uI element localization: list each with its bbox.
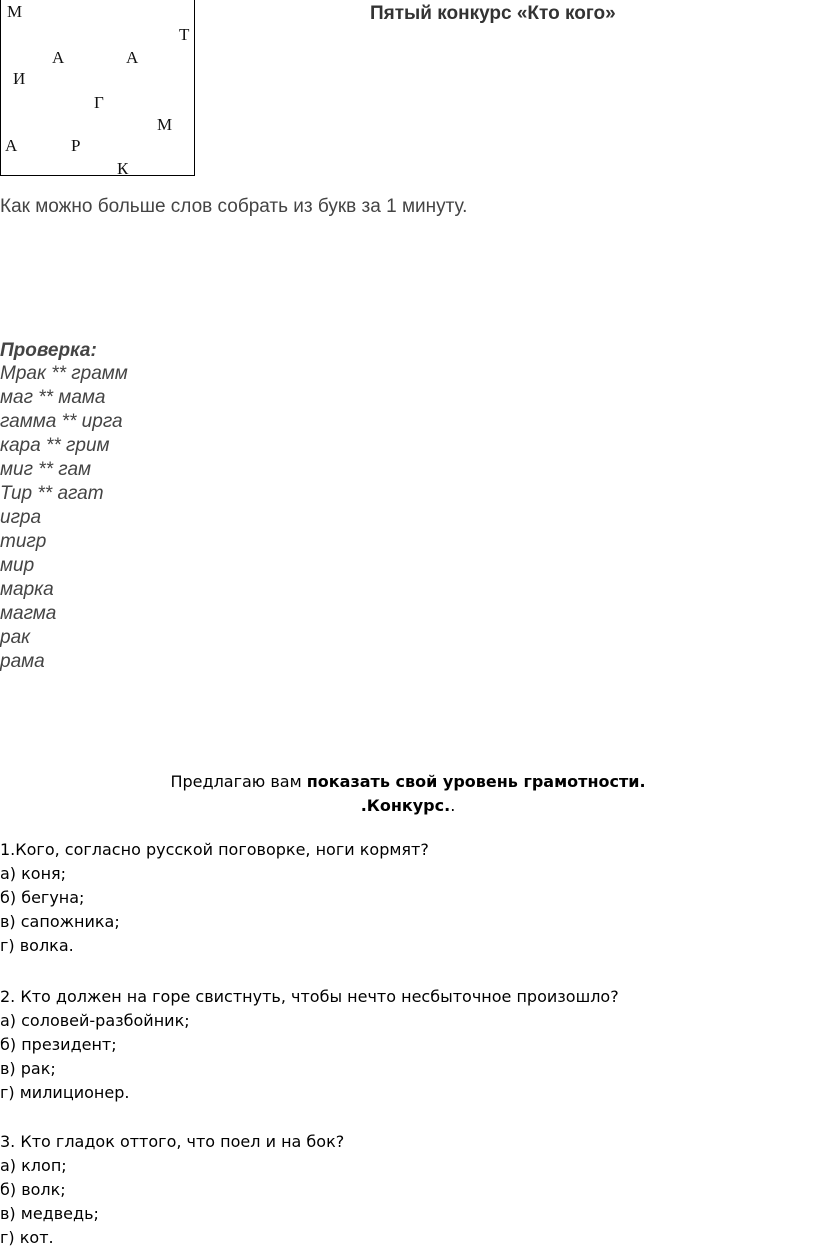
answer-option: б) президент; xyxy=(0,1035,117,1054)
check-line: марка xyxy=(0,579,54,600)
check-line: рама xyxy=(0,651,45,672)
answer-option: в) сапожника; xyxy=(0,912,120,931)
letter: Т xyxy=(179,25,190,44)
letter: Р xyxy=(71,136,81,155)
check-line: Тир ** агат xyxy=(0,483,104,504)
section2-intro-plain: Предлагаю вам xyxy=(170,772,307,791)
question-block xyxy=(0,838,429,958)
letter: А xyxy=(52,48,65,67)
check-line: игра xyxy=(0,507,42,528)
answer-option: б) бегуна; xyxy=(0,888,85,907)
answer-option: б) волк; xyxy=(0,1180,66,1199)
section2-intro-bold: показать свой уровень грамотности. xyxy=(306,772,646,791)
letter: А xyxy=(126,48,139,67)
question-block xyxy=(0,985,619,1105)
letters-box xyxy=(0,0,195,176)
answer-option: в) медведь; xyxy=(0,1204,99,1223)
letter: М xyxy=(7,2,23,21)
check-line: маг ** мама xyxy=(0,387,106,408)
check-line: миг ** гам xyxy=(0,459,92,480)
question-text: 3. Кто гладок оттого, что поел и на бок? xyxy=(0,1132,345,1151)
letter: А xyxy=(5,136,18,155)
answer-option: в) рак; xyxy=(0,1059,56,1078)
check-line: рак xyxy=(0,627,31,648)
check-line: мир xyxy=(0,555,35,576)
letter: М xyxy=(157,115,173,134)
letter: И xyxy=(13,69,26,88)
page-title: Пятый конкурс «Кто кого» xyxy=(370,3,616,24)
section2-contest xyxy=(0,796,816,815)
check-line: тигр xyxy=(0,531,47,552)
answer-option: а) соловей-разбойник; xyxy=(0,1011,190,1030)
answer-option: г) волка. xyxy=(0,936,74,955)
section2-intro xyxy=(0,772,816,791)
answer-option: а) коня; xyxy=(0,864,67,883)
check-heading: Проверка: xyxy=(0,340,97,361)
letter: К xyxy=(117,159,129,178)
answer-option: а) клоп; xyxy=(0,1156,67,1175)
section2-contest-tail: . xyxy=(450,796,456,815)
check-list xyxy=(0,362,128,674)
check-line: кара ** грим xyxy=(0,435,110,456)
letter: Г xyxy=(94,93,104,112)
answer-option: г) милиционер. xyxy=(0,1083,130,1102)
check-line: магма xyxy=(0,603,57,624)
question-text: 2. Кто должен на горе свистнуть, чтобы нечто несбыточное произошло? xyxy=(0,987,619,1006)
question-block xyxy=(0,1130,344,1250)
check-line: гамма ** ирга xyxy=(0,411,123,432)
answer-option: г) кот. xyxy=(0,1228,54,1247)
section2-contest-bold: .Конкурс. xyxy=(360,796,451,815)
check-line: Мрак ** грамм xyxy=(0,363,128,384)
intro-text: Как можно больше слов собрать из букв за 1 минуту. xyxy=(0,196,468,217)
question-text: 1.Кого, согласно русской поговорке, ноги кормят? xyxy=(0,840,429,859)
